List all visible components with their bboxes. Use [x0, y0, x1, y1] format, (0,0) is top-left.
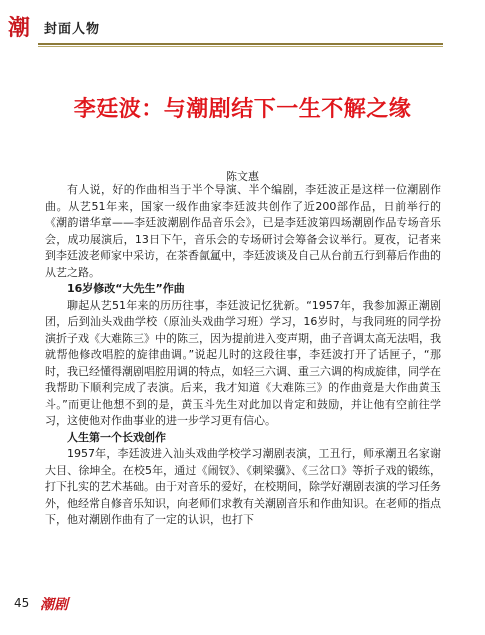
- footer-logo: 潮剧: [40, 597, 68, 613]
- article-body: [45, 182, 441, 529]
- subheading-2: 人生第一个长戏创作: [67, 430, 166, 444]
- article-title: 李廷波：与潮剧结下一生不解之缘: [73, 97, 412, 122]
- article-author: 陈文惠: [226, 170, 259, 183]
- paragraph-3: 1957年，李廷波进入汕头戏曲学校学习潮剧表演，工丑行，师承潮丑名家谢大目、徐坤全。在校5年，通过《闹钗》、《刺梁骥》、《三岔口》等折子戏的锻练，打下扎实的艺术基础。由于对音乐的爱好，在校期间，除学好潮剧表演的学习任务外，他经常自修音乐知识，向老师们求教有关潮剧音乐和作曲知识。在老师的指点下，他对潮剧作曲有了一定的认识，也打下: [45, 447, 441, 526]
- page-footer: [0, 590, 485, 635]
- section-label: 封面人物: [44, 22, 101, 37]
- header-divider-thin: [38, 46, 443, 47]
- subheading-1: 16岁修改“大先生”作曲: [67, 282, 185, 295]
- paragraph-intro: 有人说，好的作曲相当于半个导演、半个编剧，李廷波正是这样一位潮剧作曲。从艺51年来，国家一级作曲家李廷波共创作了近200部作品，日前举行的《潮韵谱华章——李廷波潮剧作品音乐会》，已是李廷波第四场潮剧作品专场音乐会，成功展演后，13日下午，音乐会的专场研讨会筹备会议举行。夏夜，记者来到李廷波老师家中采访，在茶香氤氲中，李廷波谈及自己从台前五行到幕后作曲的从艺之路。: [45, 183, 441, 279]
- header-divider: [38, 43, 443, 45]
- paragraph-2: 聊起从艺51年来的历历往事，李廷波记忆犹新。“1957年，我参加源正潮剧团，后到汕头戏曲学校（原汕头戏曲学习班）学习，16岁时，与我同班的同学扮演折子戏《大难陈三》中的陈三，因为提前进入变声期，曲子音调太高无法唱，我就帮他修改唱腔的旋律曲调。”说起儿时的这段往事，李廷波打开了话匣子，“那时，我已经懂得潮剧唱腔用调的特点，如轻三六调、重三六调的构成旋律，同学在我帮助下顺利完成了表演。后来，我才知道《大难陈三》的作曲竟是大作曲黄玉斗。”而更让他想不到的是，黄玉斗先生对此加以肯定和鼓励，并让他有空前往学习，这使他对作曲事业的进一步学习更有信心。: [45, 298, 441, 427]
- magazine-logo: 潮: [7, 15, 30, 41]
- page-header: [0, 0, 485, 52]
- page-number: 45: [14, 596, 30, 610]
